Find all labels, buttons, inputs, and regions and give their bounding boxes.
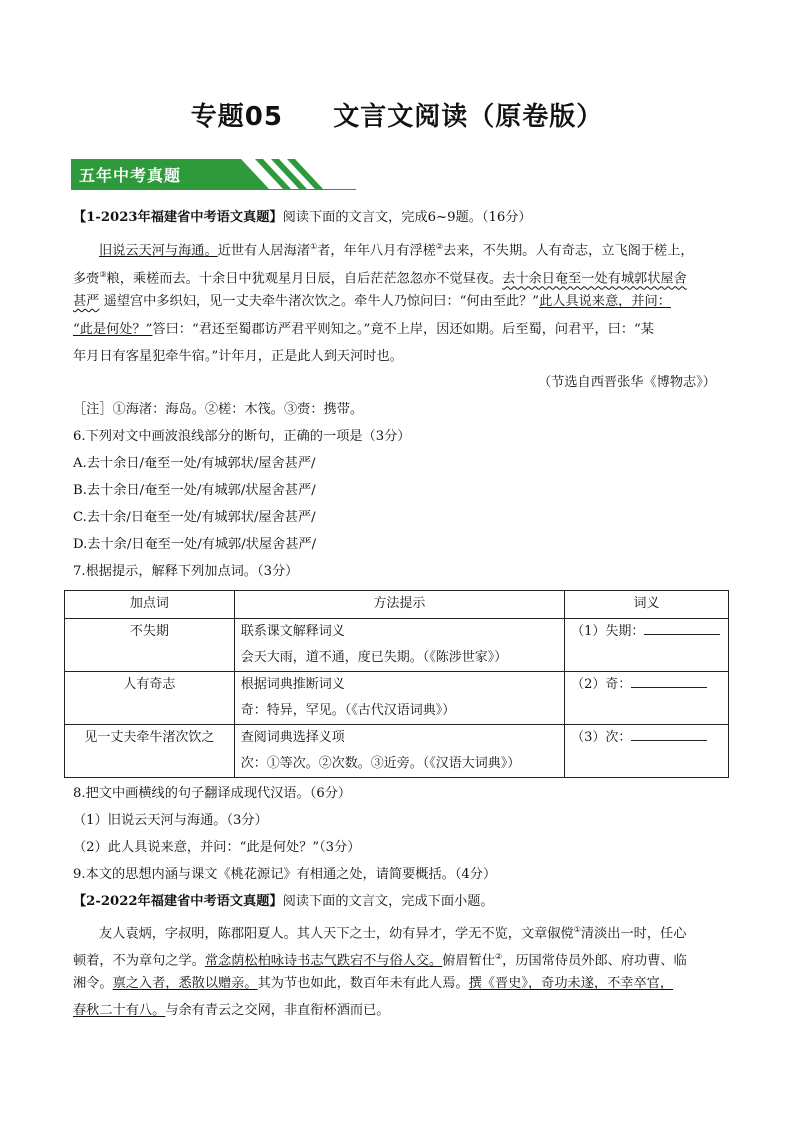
q9-stem: 9.本文的思想内涵与课文《桃花源记》有相通之处，请简要概括。（4分） [73,867,497,882]
answer-label: （3）次： [571,730,632,745]
text-run: 湘令。 [73,976,113,991]
q8-sentence-1: （1）旧说云天河与海通。（3分） [73,813,268,828]
text-run: 答曰：“君还至蜀郡访严君平则知之。”竟不上岸，因还如期。后至蜀，问君平，曰：“某 [152,322,654,337]
q6-option-c: C.去十余/日奄至一处/有城郭状/屋舍甚严/ [73,510,316,525]
text-run: 其为节也如此，数百年未有此人焉。 [257,976,469,991]
text-run: 近世有人居海渚 [217,243,310,259]
q6-option-d: D.去十余/日奄至一处/有城郭/状屋舍甚严/ [73,537,317,552]
underlined-sentence: 常念荫松柏咏诗书志气跌宕不与俗人交。 [204,953,443,969]
underlined-sentence-2: 此人具说来意，并问： [539,294,671,309]
q2-source-tag: 【2-2022年福建省中考语文真题】 [73,894,283,909]
page-title: 专题05 文言文阅读（原卷版） [190,102,604,132]
row-answer [565,672,729,725]
text-run: ，历国常侍员外郎、府功曹、临 [502,953,687,969]
banner-label: 五年中考真题 [79,166,182,185]
q6-stem: 6.下列对文中画波浪线部分的断句，正确的一项是（3分） [73,429,411,444]
q2-passage-line-2 [73,948,687,970]
header-word: 加点词 [65,591,235,619]
q1-instruction: 阅读下面的文言文，完成6~9题。（16分） [282,210,532,225]
method-hint: 联系课文解释词义 [240,624,345,639]
table-header-row [65,591,729,619]
text-run: 清淡出一时，任心 [580,926,687,942]
underlined-sentence-1: 旧说云天河与海通。 [99,243,218,259]
text-run: 者，年年八月有浮槎 [317,243,436,259]
text-run: 与余有青云之交网，非直衔杯酒而已。 [165,1003,390,1018]
text-run: 多赍 [73,271,100,287]
q7-stem: 7.根据提示，解释下列加点词。（3分） [73,564,299,579]
method-hint: 根据词典推断词义 [240,677,345,692]
row-word: 人有奇志 [65,672,235,725]
row-word: 见一丈夫牵牛渚次饮之 [65,725,235,778]
underlined-sentence: 撰《晋史》，奇功未遂，不幸卒官， [468,976,674,991]
q1-note: ［注］①海渚：海岛。②槎：木筏。③赍：携带。 [73,402,364,417]
q2-passage-line-4 [73,1002,390,1020]
row-method [234,619,564,672]
answer-blank[interactable] [644,620,720,635]
row-method [234,725,564,778]
wavy-segment: 甚严 [73,294,100,309]
underlined-sentence-2b: “此是何处？” [73,322,153,337]
method-example: 奇：特异，罕见。（《古代汉语词典》） [240,703,456,718]
underlined-sentence: 春秋二十有八。 [73,1003,166,1018]
q8-stem: 8.把文中画横线的句子翻译成现代汉语。（6分） [73,786,352,801]
answer-label: （1）失期： [571,624,645,639]
q1-passage-line-5: 年月日有客星犯牵牛宿。”计年月，正是此人到天河时也。 [73,349,403,364]
q2-header [73,893,494,911]
method-example: 次：①等次。②次数。③近旁。（《汉语大词典》） [240,756,521,771]
row-method [234,672,564,725]
header-meaning: 词义 [565,591,729,619]
section-banner [71,157,361,193]
q1-passage-line-3 [73,293,671,311]
method-example: 会天大雨，道不通，度已失期。（《陈涉世家》） [240,650,508,665]
method-hint: 查阅词典选择义项 [240,730,345,745]
q1-header [73,209,532,227]
q1-source: （节选自西晋张华《博物志》） [537,375,716,390]
table-row [65,619,729,672]
q7-table [64,590,729,778]
q2-passage-line-1 [99,921,686,943]
q2-passage-line-3 [73,975,673,993]
q6-option-b: B.去十余日/奄至一处/有城郭/状屋舍甚严/ [73,483,316,498]
table-row [65,725,729,778]
table-row [65,672,729,725]
q1-passage-line-2 [73,266,687,288]
row-answer [565,619,729,672]
answer-blank[interactable] [631,726,707,741]
row-word: 不失期 [65,619,235,672]
header-method: 方法提示 [234,591,564,619]
text-run: 去来，不失期。人有奇志，立飞阁于槎上， [443,243,694,259]
banner-underline [71,189,356,190]
text-run: 顿着，不为章句之学。 [73,953,205,969]
q6-option-a: A.去十余日/奄至一处/有城郭状/屋舍甚严/ [73,456,316,471]
q1-passage-line-1 [99,238,694,260]
note-marker: ② [435,242,444,251]
q2-instruction: 阅读下面的文言文，完成下面小题。 [282,894,494,909]
q1-passage-line-4 [73,321,654,339]
note-marker: ① [310,242,318,251]
answer-label: （2）奇： [571,677,632,692]
note-marker: ② [495,952,503,961]
text-run: 粮，乘槎而去。十余日中犹观星月日辰，自后茫茫忽忽亦不觉昼夜。 [106,271,503,287]
note-marker: ③ [99,270,107,279]
row-answer [565,725,729,778]
text-run: 友人袁炳，字叔明，陈郡阳夏人。其人天下之士，幼有异才，学无不览，文章俶傥 [99,926,574,942]
answer-blank[interactable] [631,673,707,688]
wavy-segment: 去十余日奄至一处有城郭状屋舍 [502,271,687,287]
text-run: 俯眉暂仕 [442,953,495,969]
q8-sentence-2: （2）此人具说来意，并问：“此是何处？”（3分） [73,840,361,855]
q1-source-tag: 【1-2023年福建省中考语文真题】 [73,210,283,225]
text-run: 遥望宫中多织妇，见一丈夫牵牛渚次饮之。牵牛人乃惊问曰：“何由至此？” [99,294,540,309]
note-marker: ① [573,925,581,934]
banner-stripes-icon [211,157,361,193]
underlined-sentence: 禀之入者，悉散以赠亲。 [112,976,258,991]
